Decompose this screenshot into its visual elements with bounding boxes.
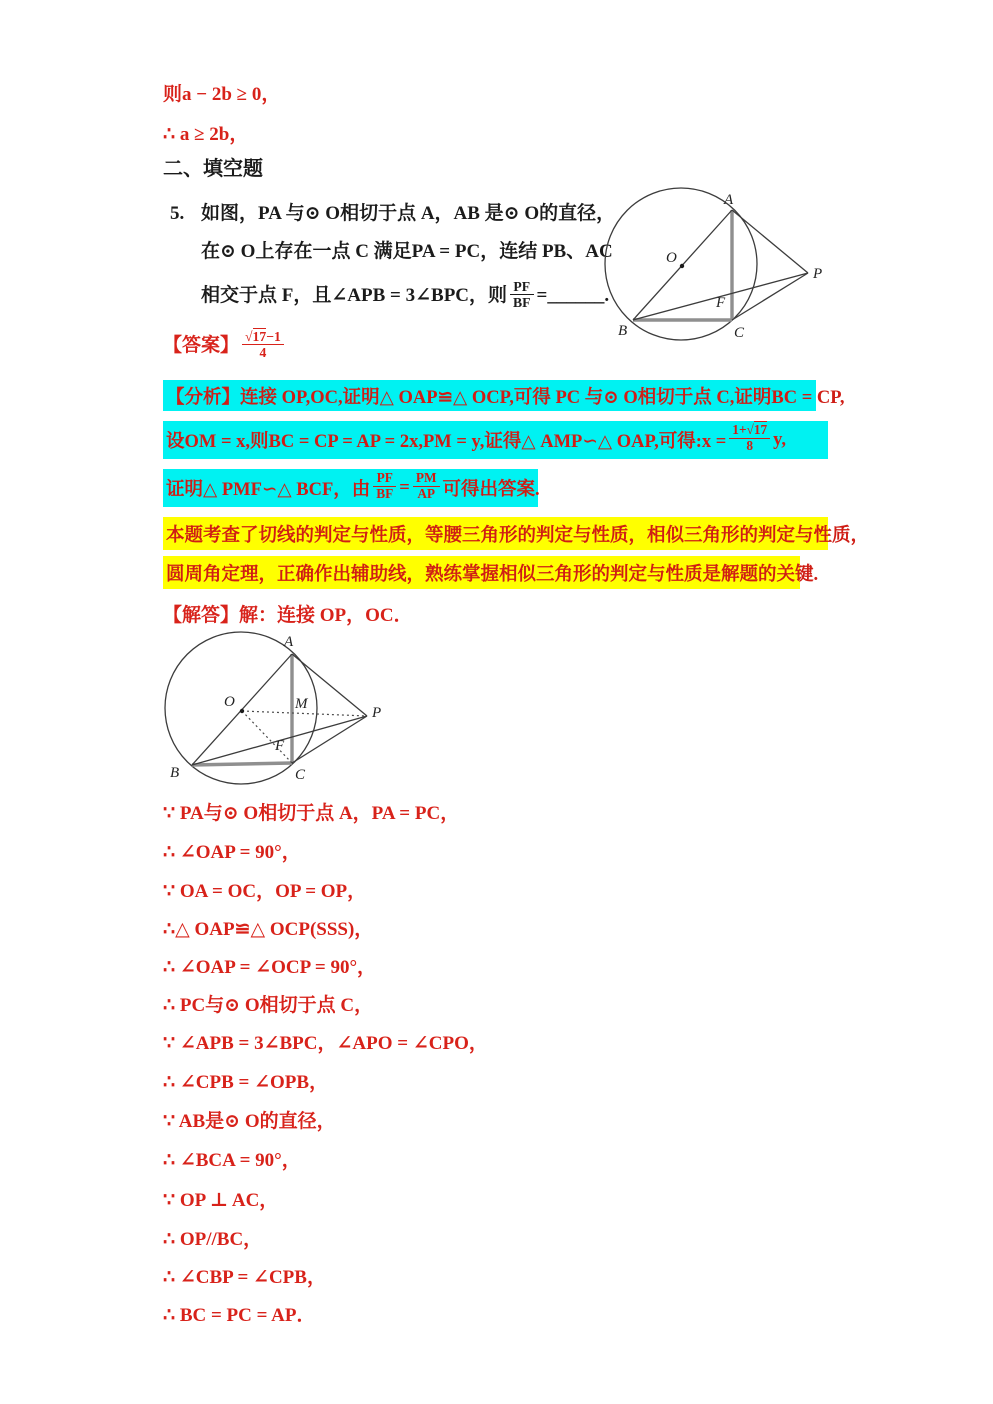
solution-intro: 【解答】解：连接 OP，OC． [163, 605, 413, 626]
problem-line-2: 在⊙ O上存在一点 C 满足PA = PC，连结 PB、AC [201, 241, 613, 262]
x-value-fraction: $\frac{1+√17}{8}$ [729, 423, 770, 453]
center-dot [240, 709, 244, 713]
problem-line-3 [201, 281, 609, 312]
problem-line-3-text: 相交于点 F，且∠APB = 3∠BPC，则 [201, 284, 508, 306]
solution-step-5: ∴ ∠OAP = ∠OCP = 90°， [163, 957, 377, 978]
pf-bf-fraction: $\frac{PF}{BF}$ [510, 279, 533, 310]
solution-step-9: ∵ AB是⊙ O的直径， [163, 1111, 336, 1132]
point-label-f: F [716, 295, 726, 311]
analysis-band-1: 【分析】连接 OP,OC,证明△ OAP≌△ OCP,可得 PC 与⊙ O相切于点 C,证明BC = CP, [163, 380, 816, 411]
analysis-band-2: 设OM = x,则BC = CP = AP = 2x,PM = y,证得△ AMP∽△ OAP,可得:x = $\frac{1+√17}{8}$ y, [163, 421, 828, 459]
answer-fraction: $\frac{√17-1}{4}$ [242, 329, 284, 360]
chord-bc [192, 763, 292, 765]
solution-step-7: ∵ ∠APB = 3∠BPC，∠APO = ∠CPO， [163, 1033, 488, 1054]
point-label-b: B [170, 765, 180, 781]
solution-step-13: ∴ ∠CBP = ∠CPB， [163, 1267, 326, 1288]
solution-step-6: ∴ PC与⊙ O相切于点 C， [163, 995, 374, 1016]
solution-step-14: ∴ BC = PC = AP． [163, 1305, 316, 1326]
problem-diagram [592, 178, 842, 348]
solution-step-3: ∵ OA = OC，OP = OP， [163, 881, 367, 902]
key-point-band-1: 本题考查了切线的判定与性质，等腰三角形的判定与性质，相似三角形的判定与性质， [163, 517, 828, 550]
section-heading: 二、填空题 [163, 158, 263, 180]
solution-step-8: ∴ ∠CPB = ∠OPB， [163, 1072, 329, 1093]
line-cp [732, 273, 808, 320]
answer-label: 【答案】 [163, 334, 240, 356]
point-label-m: M [295, 696, 308, 712]
pm-ap-fraction: $\frac{PM}{AP}$ [413, 471, 440, 501]
intro-line-1: 则a − 2b ≥ 0， [163, 84, 281, 105]
tangent-ap [732, 210, 808, 273]
point-label-o: O [224, 694, 235, 710]
solution-step-11: ∵ OP ⊥ AC， [163, 1190, 279, 1211]
point-label-b: B [618, 323, 628, 339]
intro-line-2: ∴ a ≥ 2b， [163, 124, 249, 145]
solution-diagram [156, 628, 396, 796]
solution-step-1: ∵ PA与⊙ O相切于点 A，PA = PC， [163, 803, 460, 824]
analysis-band-3: 证明△ PMF∽△ BCF，由 $\frac{PF}{BF}$ = $\frac{PM}{AP}$ 可得出答案. [163, 469, 538, 507]
key-point-band-2: 圆周角定理，正确作出辅助线，熟练掌握相似三角形的判定与性质是解题的关键. [163, 556, 800, 589]
problem-blank: =______. [536, 284, 610, 306]
circle-outline [605, 188, 757, 340]
point-label-c: C [734, 325, 745, 341]
point-label-p: P [813, 266, 823, 282]
answer-line [163, 331, 287, 362]
problem-number: 5. [170, 203, 185, 224]
solution-step-2: ∴ ∠OAP = 90°， [163, 842, 301, 863]
point-label-a: A [724, 192, 734, 208]
center-dot [680, 264, 684, 268]
point-label-o: O [666, 250, 677, 266]
point-label-p: P [372, 705, 382, 721]
point-label-c: C [295, 767, 306, 783]
pf-bf-fraction-2: $\frac{PF}{BF}$ [373, 471, 396, 501]
solution-step-4: ∴△ OAP≌△ OCP(SSS)， [163, 919, 374, 940]
dashed-oc [242, 711, 292, 763]
point-label-f: F [275, 738, 285, 754]
point-label-a: A [284, 634, 294, 650]
solution-step-12: ∴ OP//BC， [163, 1229, 263, 1250]
line-cp [292, 716, 367, 763]
problem-line-1: 如图，PA 与⊙ O相切于点 A，AB 是⊙ O的直径， [201, 203, 616, 224]
solution-step-10: ∴ ∠BCA = 90°， [163, 1150, 301, 1171]
